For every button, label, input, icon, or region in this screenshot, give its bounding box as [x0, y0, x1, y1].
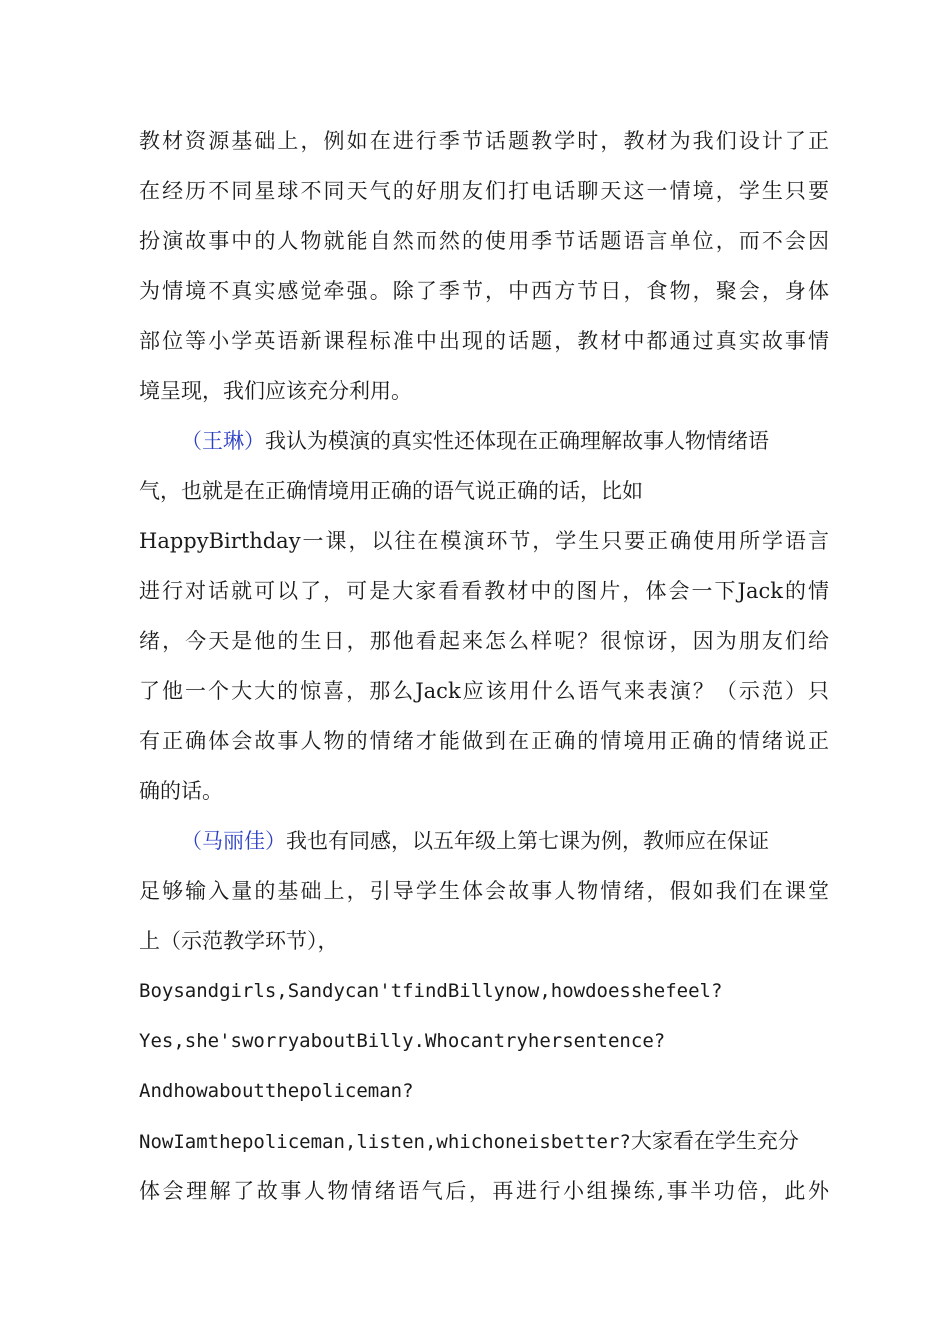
document-body: [139, 116, 829, 1216]
paragraph-1-line: 在经历不同星球不同天气的好朋友们打电话聊天这一情境，学生只要: [139, 179, 829, 203]
paragraph-3-line: 体会理解了故事人物情绪语气后，再进行小组操练,事半功倍，此外: [139, 1179, 829, 1203]
paragraph-2-line: 了他一个大大的惊喜，那么Jack应该用什么语气来表演？（示范）只: [139, 679, 829, 703]
paragraph-2-first-line: [139, 416, 829, 466]
paragraph-2-line: HappyBirthday一课，以往在模演环节，学生只要正确使用所学语言: [139, 529, 829, 553]
paragraph-1-line: 教材资源基础上，例如在进行季节话题教学时，教材为我们设计了正: [139, 129, 829, 153]
speaker-label: （马丽佳）: [181, 829, 286, 853]
english-dialogue-line: Boysandgirls,Sandycan'tfindBillynow,howdoesshefeel?: [139, 980, 723, 1002]
paragraph-3-first-line: [139, 816, 829, 866]
paragraph-3-line: 足够输入量的基础上，引导学生体会故事人物情绪，假如我们在课堂: [139, 879, 829, 903]
paragraph-2-line: 有正确体会故事人物的情绪才能做到在正确的情境用正确的情绪说正: [139, 729, 829, 753]
paragraph-1-line: 为情境不真实感觉牵强。除了季节，中西方节日，食物，聚会，身体: [139, 279, 829, 303]
paragraph-3-first-line-text: 我也有同感，以五年级上第七课为例，教师应在保证: [286, 829, 769, 853]
english-dialogue-mixed-line: [139, 1116, 829, 1166]
speaker-label: （王琳）: [181, 429, 265, 453]
paragraph-1-line: 部位等小学英语新课程标准中出现的话题，教材中都通过真实故事情: [139, 329, 829, 353]
paragraph-2-line: 气，也就是在正确情境用正确的语气说正确的话，比如: [139, 479, 643, 503]
paragraph-2-line: 确的话。: [139, 779, 223, 803]
chinese-continuation-text: 大家看在学生充分: [630, 1129, 799, 1153]
paragraph-3-line: 上（示范教学环节），: [139, 929, 339, 953]
english-dialogue-text: NowIamthepoliceman,listen,whichoneisbetter?: [139, 1131, 631, 1153]
english-dialogue-line: Yes,she'sworryaboutBilly.Whocantryhersentence?: [139, 1030, 666, 1052]
english-dialogue-line: Andhowaboutthepoliceman?: [139, 1080, 414, 1102]
paragraph-2-line: 绪，今天是他的生日，那他看起来怎么样呢？很惊讶，因为朋友们给: [139, 629, 829, 653]
paragraph-1-line: 扮演故事中的人物就能自然而然的使用季节话题语言单位，而不会因: [139, 229, 829, 253]
paragraph-2-line: 进行对话就可以了，可是大家看看教材中的图片，体会一下Jack的情: [139, 579, 829, 603]
paragraph-2-first-line-text: 我认为模演的真实性还体现在正确理解故事人物情绪语: [265, 429, 769, 453]
paragraph-1-line: 境呈现，我们应该充分利用。: [139, 379, 412, 403]
